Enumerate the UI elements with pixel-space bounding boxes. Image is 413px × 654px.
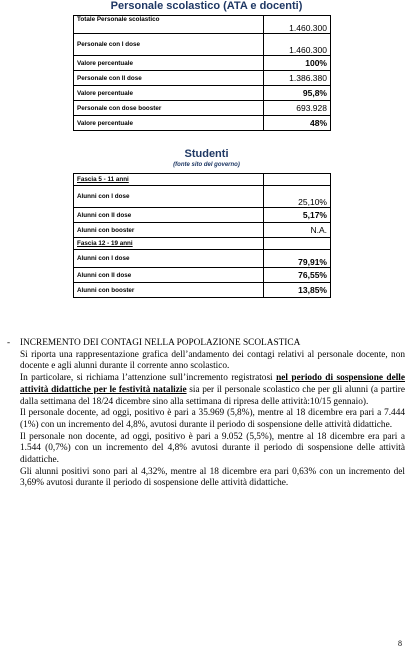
- row-value: 693.928: [264, 101, 331, 116]
- table-row: [74, 208, 331, 223]
- students-table: [73, 173, 331, 298]
- row-label: Personale con I dose: [74, 34, 264, 56]
- paragraph-text: In particolare, si richiama l’attenzione sull’incremento registratosi: [20, 373, 273, 384]
- section-heading-row: [7, 338, 405, 350]
- table-row: [74, 71, 331, 86]
- row-value: [264, 238, 331, 250]
- students-table-title: Studenti: [184, 148, 229, 160]
- paragraph: Il personale docente, ad oggi, positivo è pari a 35.969 (5,8%), mentre al 18 dicembre era pari a 7.444 (1%) con un incremento del 4,8%, avutosi durante il periodo di sospensione delle attività didattiche.: [20, 408, 405, 430]
- row-label: Personale con II dose: [74, 71, 264, 86]
- row-label: Alunni con I dose: [74, 250, 264, 268]
- row-value: 25,10%: [264, 186, 331, 208]
- row-value: 79,91%: [264, 250, 331, 268]
- row-label: Alunni con booster: [74, 223, 264, 238]
- row-value: 76,55%: [264, 268, 331, 283]
- row-value: 5,17%: [264, 208, 331, 223]
- table-row: [74, 174, 331, 186]
- row-value: 1.460.300: [264, 16, 331, 34]
- section-heading: INCREMENTO DEI CONTAGI NELLA POPOLAZIONE SCOLASTICA: [20, 338, 301, 348]
- paragraph: Il personale non docente, ad oggi, positivo è pari a 9.052 (5,5%), mentre al 18 dicembre era pari a 1.544 (0,7%) con un incremento del 4,8% avutosi durante il periodo di sospensione delle attività didattiche.: [20, 431, 405, 466]
- row-value: 13,85%: [264, 283, 331, 298]
- table-row: [74, 250, 331, 268]
- row-label: Valore percentuale: [74, 116, 264, 131]
- table-row: [74, 34, 331, 56]
- row-label: Valore percentuale: [74, 56, 264, 71]
- table-row: [74, 186, 331, 208]
- row-value: 1.386.380: [264, 71, 331, 86]
- table-row: [74, 268, 331, 283]
- paragraph: [20, 373, 405, 408]
- row-label: Alunni con II dose: [74, 208, 264, 223]
- students-source-note: (fonte sito del governo): [173, 162, 240, 168]
- row-label: Totale Personale scolastico: [74, 16, 264, 34]
- row-label: Alunni con I dose: [74, 186, 264, 208]
- row-value: N.A.: [264, 223, 331, 238]
- table-row: [74, 56, 331, 71]
- table-row: [74, 223, 331, 238]
- table-row: [74, 116, 331, 131]
- paragraph: Si riporta una rappresentazione grafica dell’andamento dei contagi relativi al personale docente, non docente e agli alunni durante il corrente anno scolastico.: [20, 349, 405, 372]
- row-label: Personale con dose booster: [74, 101, 264, 116]
- table-row: [74, 238, 331, 250]
- page-number: 8: [398, 639, 402, 648]
- age-group-label: Fascia 12 - 19 anni: [74, 238, 264, 250]
- table-row: [74, 101, 331, 116]
- table-row: [74, 283, 331, 298]
- row-label: Valore percentuale: [74, 86, 264, 101]
- staff-table: [73, 15, 331, 131]
- bullet-dash: -: [7, 338, 11, 348]
- staff-table-title: Personale scolastico (ATA e docenti): [110, 0, 303, 12]
- age-group-label: Fascia 5 - 11 anni: [74, 174, 264, 186]
- row-value: 95,8%: [264, 86, 331, 101]
- table-row: [74, 16, 331, 34]
- table-row: [74, 86, 331, 101]
- body-text: [7, 338, 405, 490]
- section-content: [7, 350, 405, 490]
- row-label: Alunni con booster: [74, 283, 264, 298]
- highlighted-period: nel periodo di sospensione delle attività didattiche per le festività natalizie: [20, 373, 406, 395]
- paragraph: Gli alunni positivi sono pari al 4,32%, mentre al 18 dicembre era pari 0,63% con un incremento del 3,69% avutosi durante il periodo di sospensione delle attività didattiche.: [20, 466, 405, 489]
- row-label: Alunni con II dose: [74, 268, 264, 283]
- paragraph-text: sia per il personale scolastico che per gli alunni (a partire dalla settimana del 18/24 dicembre sino alla settimana di ripresa delle attività:10/15 gennaio).: [20, 384, 405, 407]
- row-value: 100%: [264, 56, 331, 71]
- row-value: [264, 174, 331, 186]
- row-value: 48%: [264, 116, 331, 131]
- row-value: 1.460.300: [264, 34, 331, 56]
